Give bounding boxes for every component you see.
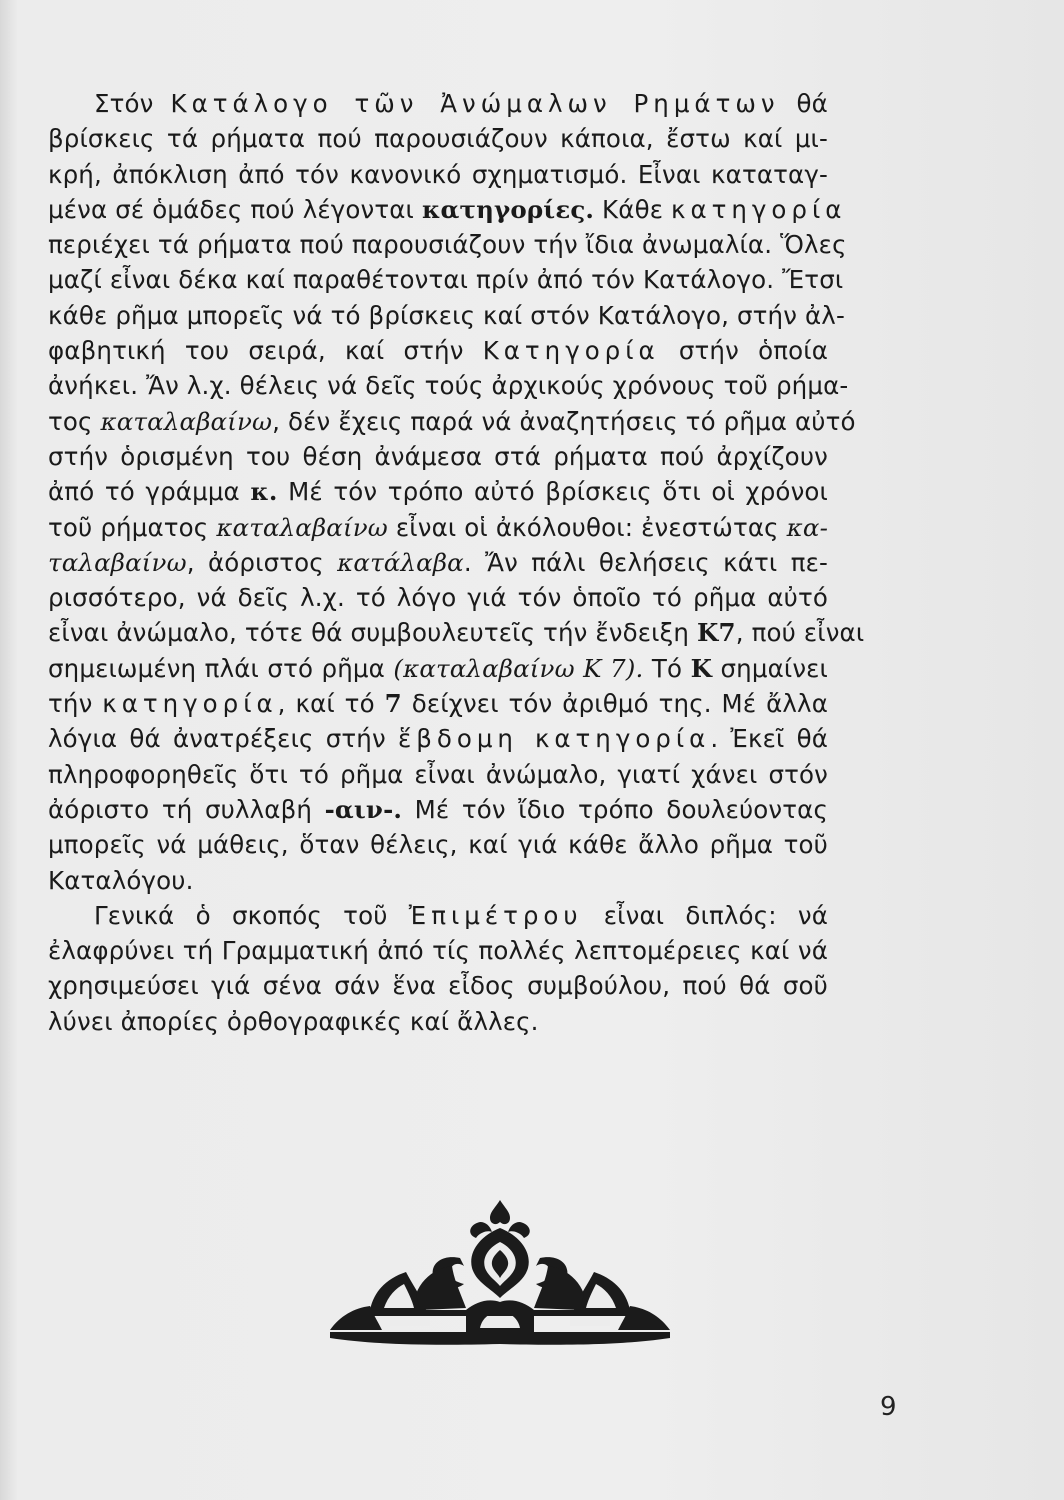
italic-term: καταλαβαίνω	[100, 406, 273, 436]
bold-term: Κ	[690, 653, 713, 683]
italic-term: κατάλαβα	[337, 547, 464, 577]
text-run: εἶναι οἱ ἀκόλουθοι: ἐνεστώτας	[387, 512, 787, 542]
text-line	[48, 615, 865, 650]
text-run: ἐλαφρύνει τή Γραμματική ἀπό τίς πολλές λεπτομέρειες καί νά	[48, 936, 828, 966]
text-line	[48, 545, 828, 580]
text-run: Κάθε	[594, 194, 672, 224]
spaced-term: Κατηγορία	[482, 336, 660, 366]
text-run: ἀνήκει. Ἄν λ.χ. θέλεις νά δεῖς τούς ἀρχικούς χρόνους τοῦ ρήμα-	[48, 371, 849, 401]
text-line	[48, 510, 828, 545]
text-run: θά	[779, 89, 828, 118]
text-run: στήν ὁποία	[659, 336, 829, 366]
text-line	[48, 157, 828, 192]
text-line	[48, 686, 828, 721]
text-run: ρισσότερο, νά δεῖς λ.χ. τό λόγο γιά τόν ὁποῖο τό ρῆμα αὐτό	[48, 583, 828, 613]
text-run: μαζί εἶναι δέκα καί παραθέτονται πρίν ἀπό τόν Κατάλογο. Ἔτσι	[48, 265, 844, 295]
text-run: ἀπό τό γράμμα	[48, 477, 251, 507]
text-run: δείχνει τόν ἀριθμό της. Μέ ἄλλα	[401, 689, 828, 719]
text-run: κρή, ἀπόκλιση ἀπό τόν κανονικό σχηματισμό. Εἶναι καταταγ-	[48, 159, 828, 189]
italic-term: καταλαβαίνω	[216, 512, 388, 542]
text-run: τοῦ ρήματος	[48, 512, 217, 542]
text-run: φαβητική του σειρά, καί στήν	[48, 336, 483, 366]
text-run: περιέχει τά ρήματα πού παρουσιάζουν τήν ἴδια ἀνωμαλία. Ὅλες	[48, 230, 847, 260]
text-line	[48, 333, 828, 368]
spaced-term: Ἐπιμέτρου	[408, 900, 583, 930]
bold-term: Κ7	[697, 618, 736, 648]
text-run: ἀόριστο τή συλλαβή	[48, 794, 325, 824]
text-line	[48, 262, 844, 297]
text-line	[48, 86, 828, 121]
body-text	[48, 86, 865, 1039]
text-line	[48, 757, 828, 792]
text-run: στήν ὁρισμένη του θέση ἀνάμεσα στά ρήματα πού ἀρχίζουν	[48, 441, 828, 471]
text-run: λόγια θά ἀνατρέξεις στήν	[48, 724, 398, 754]
text-run: τος	[48, 406, 101, 436]
text-run: Γενικά ὁ σκοπός τοῦ	[94, 900, 409, 930]
text-run: Καταλόγου.	[48, 865, 194, 895]
text-line	[48, 968, 828, 1003]
text-line	[48, 404, 856, 439]
floral-ornament-icon	[330, 1198, 670, 1348]
text-run: , ἀόριστος	[186, 547, 338, 577]
text-run: Μέ τόν ἴδιο τρόπο δουλεύοντας	[402, 794, 828, 824]
text-line	[48, 439, 828, 474]
text-run: , πού εἶναι	[735, 618, 865, 648]
text-line	[48, 651, 828, 686]
text-run: . Ἐκεῖ θά	[710, 724, 829, 754]
spaced-term: κατηγορία	[102, 689, 278, 719]
page-number: 9	[880, 1392, 897, 1422]
italic-term: κα-	[786, 512, 828, 542]
bold-term: κ.	[250, 477, 278, 507]
text-run: Τό	[643, 653, 691, 683]
text-line	[48, 1004, 828, 1039]
text-run: λύνει ἀπορίες ὀρθογραφικές καί ἄλλες.	[48, 1006, 539, 1036]
text-run: , δέν ἔχεις παρά νά ἀναζητήσεις τό ρῆμα αὐτό	[272, 406, 856, 436]
text-run: εἶναι διπλός: νά	[582, 900, 828, 930]
bold-term: 7	[384, 689, 402, 719]
spaced-term: ἕβδομη κατηγορία	[397, 724, 711, 754]
text-line	[48, 933, 828, 968]
bold-term: κατηγορίες.	[421, 194, 595, 224]
spaced-term: Κατάλογο τῶν Ἀνώμαλων Ρημάτων	[170, 89, 780, 118]
text-line	[48, 298, 845, 333]
text-run: εἶναι ἀνώμαλο, τότε θά συμβουλευτεῖς τήν ἔνδειξη	[48, 618, 698, 648]
text-run: σημαίνει	[712, 653, 828, 683]
spaced-term: κατηγορία	[671, 194, 847, 224]
text-line	[48, 192, 847, 227]
paragraph-1	[48, 86, 865, 898]
text-line	[48, 121, 828, 156]
text-line	[48, 580, 828, 615]
text-line	[48, 474, 828, 509]
italic-term: (καταλαβαίνω Κ 7).	[393, 653, 644, 683]
italic-term: ταλαβαίνω	[48, 547, 187, 577]
text-run: μένα σέ ὁμάδες πού λέγονται	[48, 194, 422, 224]
text-run: σημειωμένη πλάι στό ρῆμα	[48, 653, 394, 683]
text-run: βρίσκεις τά ρήματα πού παρουσιάζουν κάποια, ἔστω καί μι-	[48, 124, 828, 154]
text-run: μπορεῖς νά μάθεις, ὅταν θέλεις, καί γιά κάθε ἄλλο ρῆμα τοῦ	[48, 830, 828, 860]
text-line	[48, 721, 828, 756]
bold-term: -αιν-.	[324, 794, 403, 824]
paragraph-2	[48, 898, 828, 1039]
text-line	[48, 792, 828, 827]
text-line	[48, 898, 828, 933]
text-run: , καί τό	[277, 689, 385, 719]
text-run: πληροφορηθεῖς ὅτι τό ρῆμα εἶναι ἀνώμαλο, γιατί χάνει στόν	[48, 759, 828, 789]
text-run: . Ἄν πάλι θελήσεις κάτι πε-	[463, 547, 828, 577]
text-run: χρησιμεύσει γιά σένα σάν ἕνα εἶδος συμβούλου, πού θά σοῦ	[48, 971, 828, 1001]
text-run: Στόν	[94, 89, 171, 118]
text-line	[48, 863, 828, 898]
text-line	[48, 827, 828, 862]
text-line	[48, 227, 847, 262]
text-run: Μέ τόν τρόπο αὐτό βρίσκεις ὅτι οἱ χρόνοι	[277, 477, 828, 507]
text-line	[48, 368, 849, 403]
text-run: κάθε ρῆμα μπορεῖς νά τό βρίσκεις καί στόν Κατάλογο, στήν ἀλ-	[48, 300, 845, 330]
text-run: τήν	[48, 689, 103, 719]
